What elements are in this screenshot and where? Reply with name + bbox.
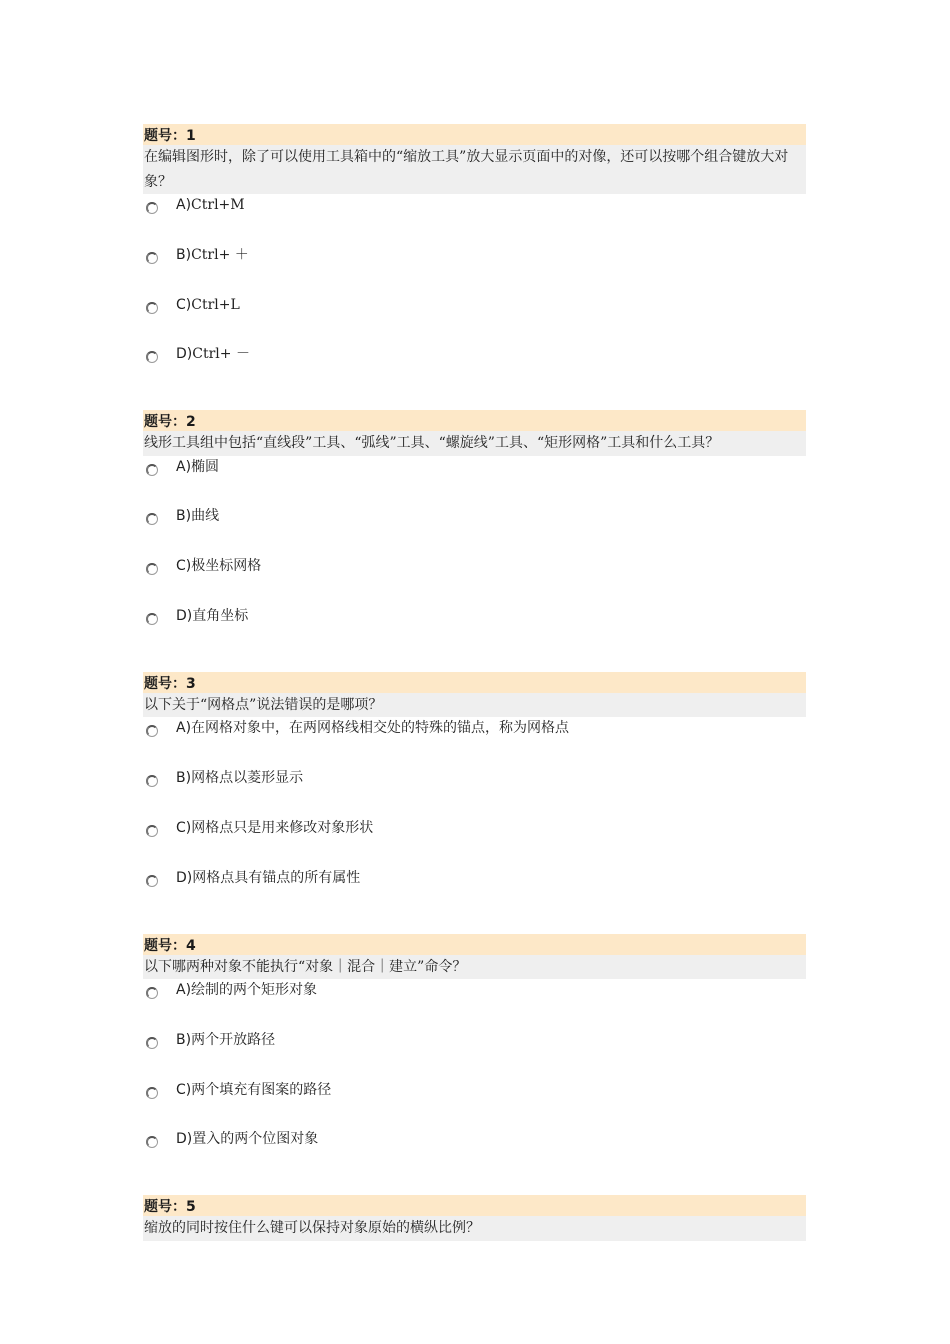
- radio-button[interactable]: [146, 464, 158, 476]
- radio-button[interactable]: [146, 351, 158, 363]
- option-key: B): [176, 1031, 192, 1048]
- option-key: A): [176, 458, 192, 475]
- question-header: [143, 410, 806, 431]
- option-text: 在网格对象中，在两网格线相交处的特殊的锚点，称为网格点: [191, 720, 570, 737]
- option-d[interactable]: [143, 1128, 806, 1178]
- question-header: [143, 1195, 806, 1216]
- option-label: [176, 555, 261, 577]
- radio-button[interactable]: [146, 725, 158, 737]
- option-c[interactable]: [143, 555, 806, 605]
- option-a[interactable]: [143, 456, 806, 506]
- question-header-prefix: 题号：: [144, 128, 186, 144]
- question-text: 线形工具组中包括“直线段”工具、“弧线”工具、“螺旋线”工具、“矩形网格”工具和什么工具？: [143, 431, 806, 456]
- question-block: [143, 672, 806, 934]
- option-label: [176, 1029, 275, 1051]
- question-header-prefix: 题号：: [144, 937, 186, 954]
- spacer: [143, 393, 806, 410]
- radio-button[interactable]: [146, 513, 158, 525]
- option-label: [176, 1128, 318, 1150]
- option-key: C): [176, 296, 192, 313]
- option-text: 网格点具有锚点的所有属性: [192, 869, 361, 886]
- radio-button[interactable]: [146, 563, 158, 575]
- option-key: B): [176, 508, 192, 525]
- option-label: [176, 717, 569, 739]
- option-label: [176, 505, 219, 527]
- option-key: B): [176, 770, 192, 787]
- question-number: 5: [186, 1199, 196, 1216]
- option-key: C): [176, 558, 192, 575]
- spacer: [143, 917, 806, 934]
- question-text: 以下关于“网格点”说法错误的是哪项？: [143, 693, 806, 718]
- option-a[interactable]: [143, 194, 806, 244]
- option-text: 两个开放路径: [191, 1031, 276, 1048]
- option-text: 极坐标网格: [191, 558, 262, 575]
- radio-button[interactable]: [146, 875, 158, 887]
- radio-button[interactable]: [146, 1136, 158, 1148]
- quiz-list: [143, 124, 806, 1241]
- question-block: [143, 934, 806, 1196]
- question-number: 2: [186, 414, 196, 431]
- question-text: 缩放的同时按住什么键可以保持对象原始的横纵比例？: [143, 1216, 806, 1241]
- option-text: 置入的两个位图对象: [192, 1131, 319, 1148]
- question-number: 1: [186, 128, 196, 144]
- option-b[interactable]: [143, 767, 806, 817]
- option-c[interactable]: [143, 817, 806, 867]
- option-text: 网格点以菱形显示: [191, 770, 304, 787]
- option-label: [176, 867, 360, 889]
- radio-button[interactable]: [146, 825, 158, 837]
- question-text: 以下哪两种对象不能执行“对象｜混合｜建立”命令？: [143, 955, 806, 980]
- option-c[interactable]: [143, 294, 806, 344]
- option-text: Ctrl+ ＋: [191, 246, 249, 263]
- option-text: 两个填充有图案的路径: [191, 1081, 332, 1098]
- option-text: 绘制的两个矩形对象: [191, 982, 318, 999]
- question-number: 3: [186, 675, 196, 692]
- option-key: B): [176, 246, 192, 263]
- option-key: D): [176, 608, 193, 625]
- question-block: [143, 410, 806, 672]
- option-key: C): [176, 1081, 192, 1098]
- radio-button[interactable]: [146, 1037, 158, 1049]
- option-a[interactable]: [143, 717, 806, 767]
- option-label: [176, 767, 303, 789]
- option-text: 直角坐标: [192, 608, 249, 625]
- option-b[interactable]: [143, 505, 806, 555]
- option-c[interactable]: [143, 1079, 806, 1129]
- option-label: [176, 605, 248, 627]
- option-label: [176, 456, 219, 478]
- option-text: 网格点只是用来修改对象形状: [191, 819, 374, 836]
- question-block: [143, 124, 806, 410]
- option-label: [176, 244, 249, 266]
- question-text: 在编辑图形时，除了可以使用工具箱中的“缩放工具”放大显示页面中的对像，还可以按哪个组合键放大对象？: [143, 145, 806, 194]
- option-b[interactable]: [143, 244, 806, 294]
- option-text: Ctrl+ －: [192, 346, 250, 363]
- option-label: [176, 979, 317, 1001]
- option-label: [176, 1079, 331, 1101]
- option-b[interactable]: [143, 1029, 806, 1079]
- question-header-prefix: 题号：: [144, 1199, 186, 1216]
- question-number: 4: [186, 937, 196, 954]
- spacer: [143, 655, 806, 672]
- question-block: [143, 1195, 806, 1241]
- option-text: 曲线: [191, 508, 220, 525]
- question-header: [143, 672, 806, 693]
- option-key: C): [176, 819, 192, 836]
- option-key: D): [176, 869, 193, 886]
- option-text: Ctrl+L: [191, 296, 240, 313]
- option-a[interactable]: [143, 979, 806, 1029]
- radio-button[interactable]: [146, 252, 158, 264]
- option-d[interactable]: [143, 343, 806, 393]
- option-d[interactable]: [143, 867, 806, 917]
- option-key: A): [176, 982, 192, 999]
- radio-button[interactable]: [146, 302, 158, 314]
- radio-button[interactable]: [146, 775, 158, 787]
- option-key: D): [176, 1131, 193, 1148]
- question-header-prefix: 题号：: [144, 414, 186, 431]
- option-label: [176, 343, 250, 365]
- radio-button[interactable]: [146, 613, 158, 625]
- option-label: [176, 817, 373, 839]
- option-text: Ctrl+M: [191, 197, 245, 213]
- question-header: [143, 934, 806, 955]
- option-key: D): [176, 346, 193, 363]
- option-key: A): [176, 720, 192, 737]
- option-label: [176, 294, 240, 316]
- option-label: [176, 194, 245, 216]
- option-text: 椭圆: [191, 458, 220, 475]
- option-key: A): [176, 197, 192, 213]
- radio-button[interactable]: [146, 202, 158, 214]
- question-header-prefix: 题号：: [144, 675, 186, 692]
- radio-button[interactable]: [146, 987, 158, 999]
- question-header: [143, 124, 806, 145]
- spacer: [143, 1178, 806, 1195]
- radio-button[interactable]: [146, 1087, 158, 1099]
- option-d[interactable]: [143, 605, 806, 655]
